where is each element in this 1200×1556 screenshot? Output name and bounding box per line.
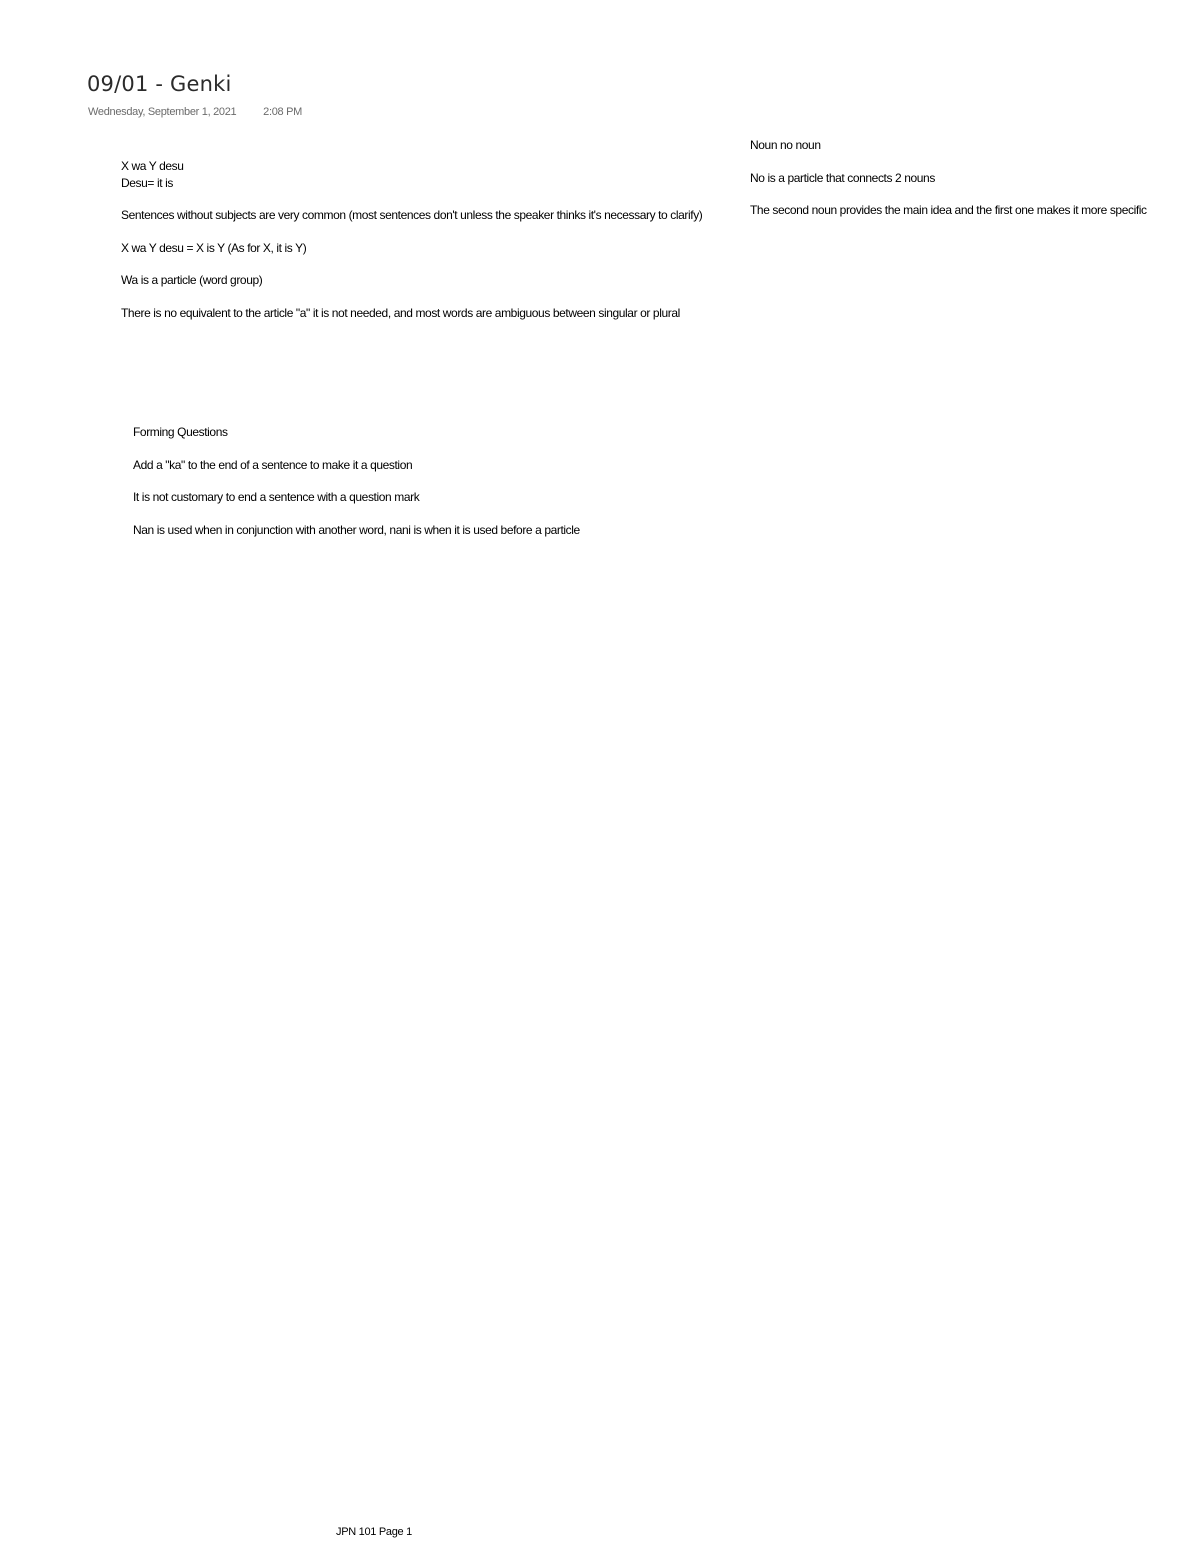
note-block-questions	[133, 424, 733, 554]
note-nan: Nan is used when in conjunction with another word, nani is when it is used before a particle	[133, 522, 580, 537]
note-noun-heading: Noun no noun	[750, 138, 821, 152]
page-meta	[88, 106, 302, 118]
note-sentences: Sentences without subjects are very common (most sentences don't unless the speaker thinks it's necessary to clarify)	[121, 208, 703, 222]
note-xway-desu: X wa Y desu = X is Y (As for X, it is Y)	[121, 240, 307, 255]
note-question-mark: It is not customary to end a sentence with a question mark	[133, 490, 420, 504]
note-no-particle: No is a particle that connects 2 nouns	[750, 170, 935, 185]
note-wa-particle: Wa is a particle (word group)	[121, 273, 263, 287]
note-line-desu: Desu= it is	[121, 175, 173, 190]
note-ka: Add a "ka" to the end of a sentence to make it a question	[133, 457, 413, 472]
note-line-xway: X wa Y desu	[121, 159, 184, 173]
page-time: 2:08 PM	[263, 106, 302, 118]
page-footer: JPN 101 Page 1	[336, 1526, 412, 1538]
note-block-right	[750, 137, 1200, 235]
page-date: Wednesday, September 1, 2021	[88, 106, 237, 118]
note-second-noun: The second noun provides the main idea and the first one makes it more specific	[750, 203, 1147, 217]
note-article: There is no equivalent to the article "a" it is not needed, and most words are ambiguous between singular or plural	[121, 305, 680, 320]
note-questions-heading: Forming Questions	[133, 425, 228, 439]
note-block-left	[121, 158, 731, 337]
page-title: 09/01 - Genki	[87, 72, 232, 96]
note-heading-xway	[121, 158, 731, 191]
